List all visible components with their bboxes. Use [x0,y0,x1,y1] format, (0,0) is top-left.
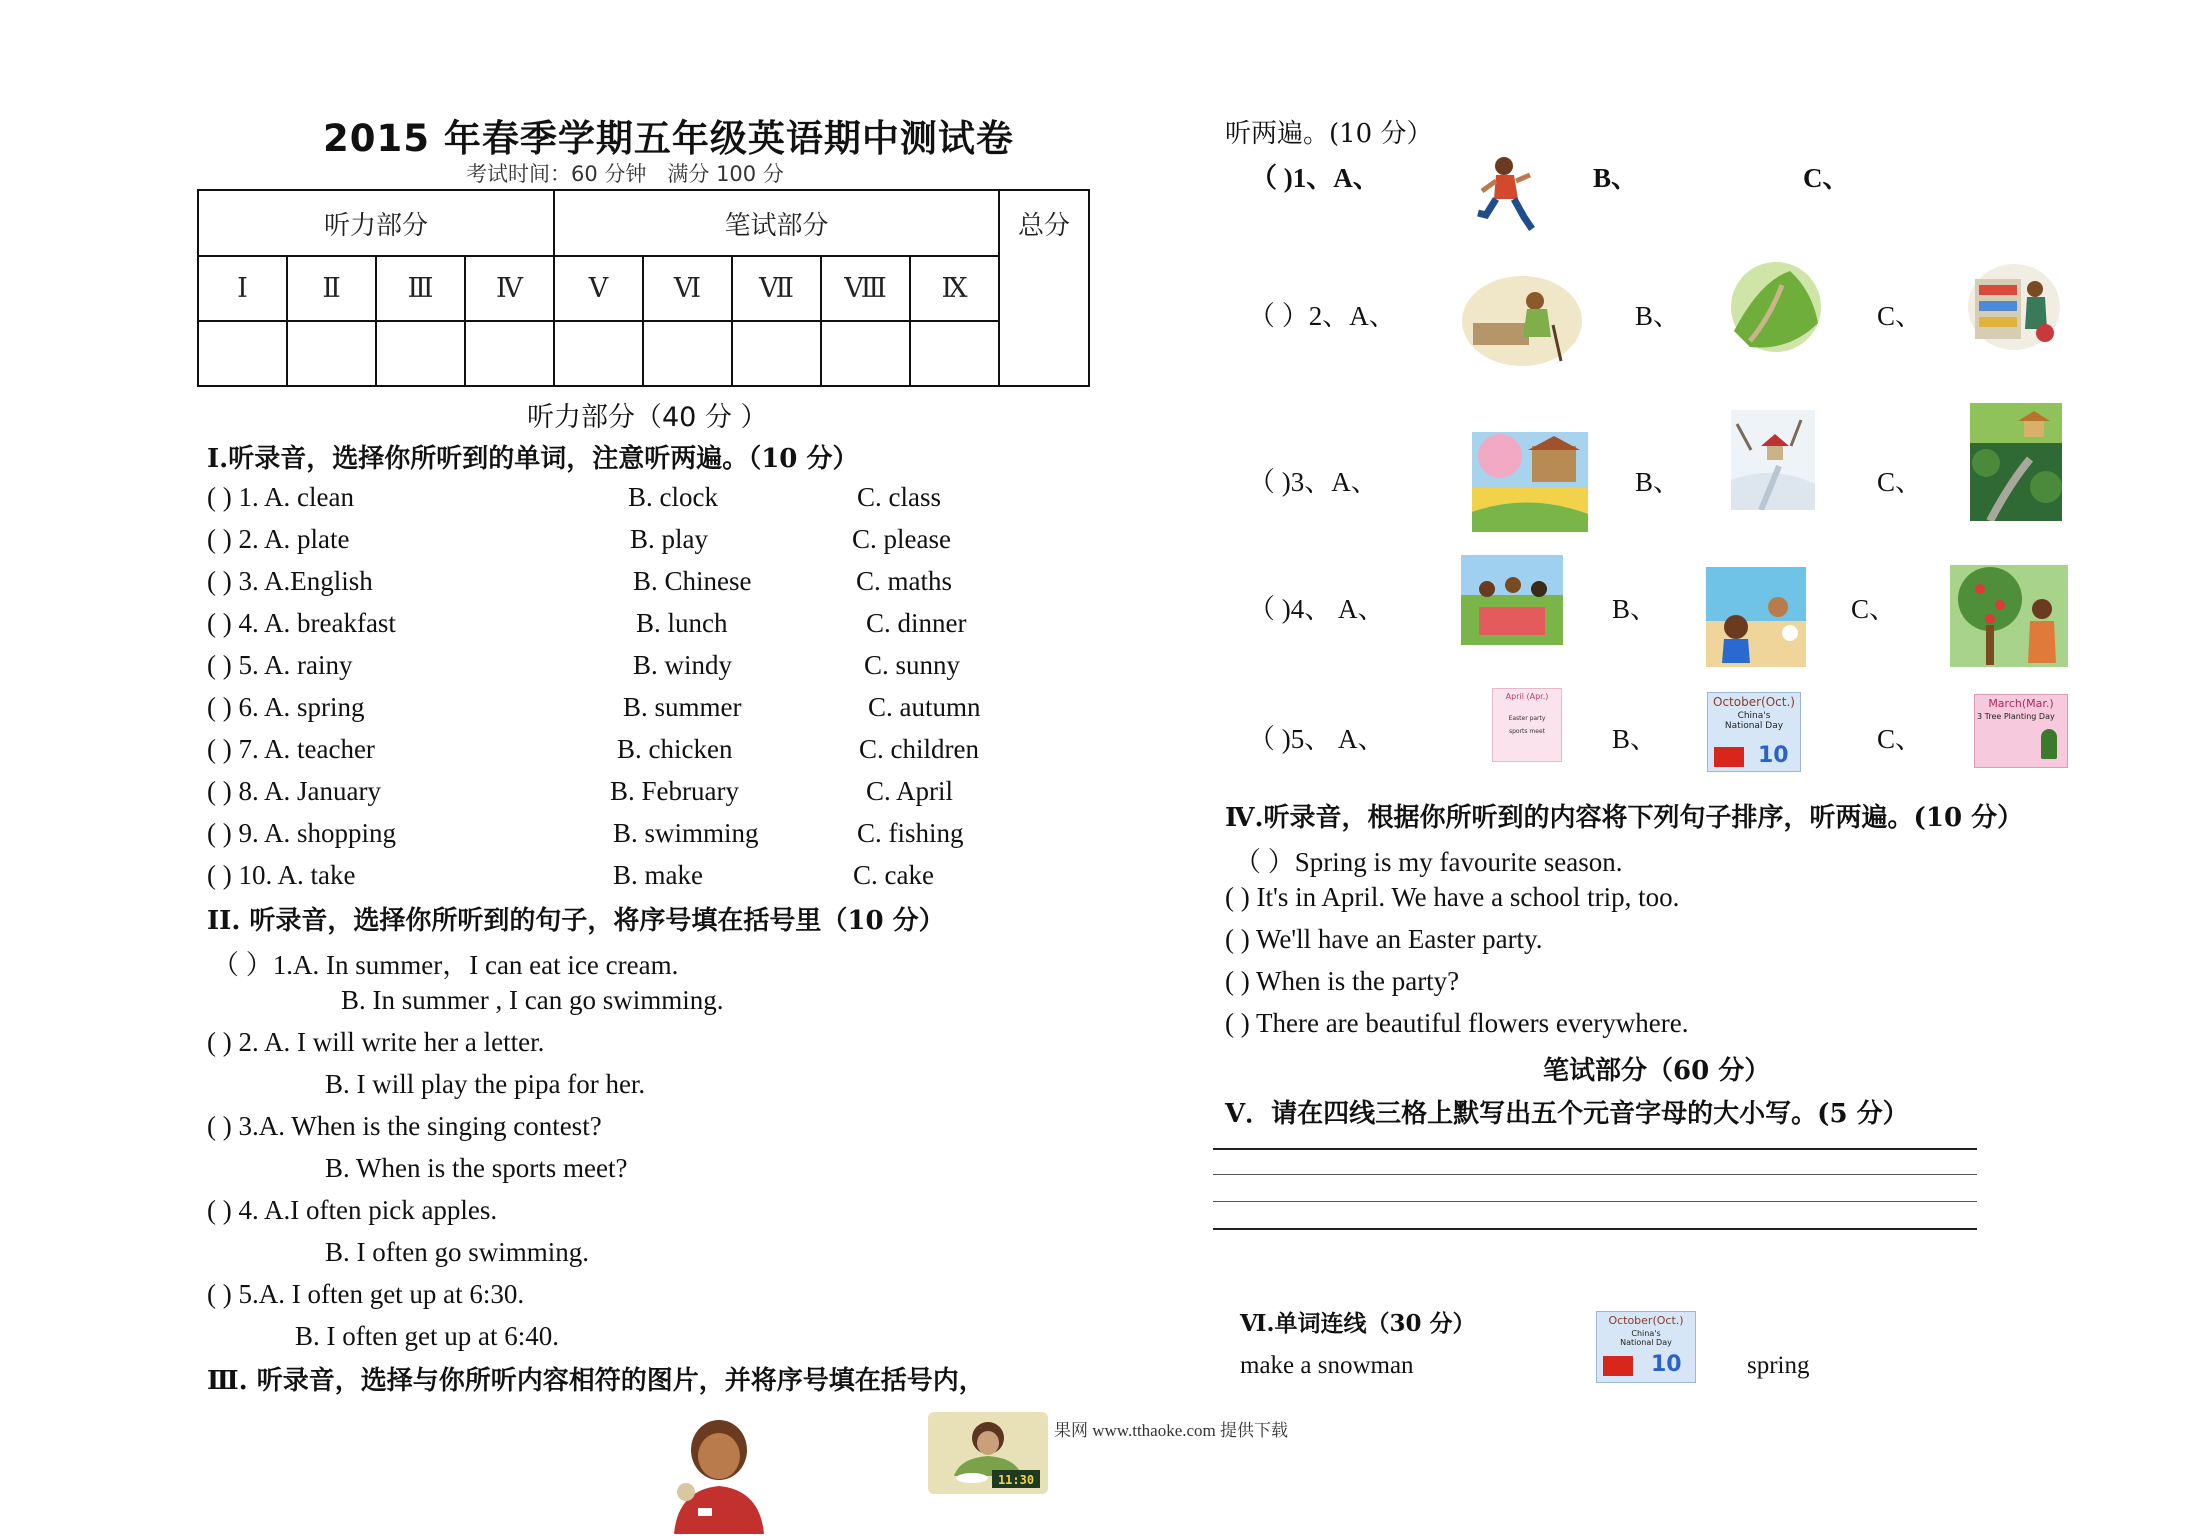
part1-q7: ( ) 7. A. teacher [207,734,375,764]
april-card-line2: sports meet [1508,728,1546,735]
part1-q2: ( ) 2. A. plate [207,524,350,554]
four-line-grid-line [1213,1148,1977,1150]
october-card-line2: National Day [1620,1338,1672,1347]
exam-info: 考试时间：60 分钟 满分 100 分 [466,162,784,186]
october-card-day: 10 [1758,743,1789,768]
part2-q3-b: B. When is the sports meet? [325,1153,628,1183]
part3-q5-b: B、 [1612,724,1658,754]
score-header-writing: 笔试部分 [554,190,999,256]
picnic-picture [1461,555,1563,645]
match-word-left: make a snowman [1240,1352,1414,1379]
score-cell[interactable] [821,321,910,386]
part1-q8: ( ) 8. A. January [207,776,381,806]
part2-q2-b: B. I will play the pipa for her. [325,1069,646,1099]
part3-q1: （ )1、A、 [1250,163,1380,193]
october-card-head: October(Oct.) [1713,695,1795,709]
part1-q10-c: C. cake [853,860,934,890]
apple-picking-picture [1950,565,2068,667]
part3-q2: （ ）2、A、 [1248,301,1396,331]
china-flag-icon [1603,1356,1633,1376]
summer-park-picture [1970,403,2062,521]
part3-q5-c: C、 [1877,724,1923,754]
score-cell[interactable] [287,321,376,386]
october-calendar-card [1707,692,1801,772]
part1-heading: I.听录音，选择你所听到的单词，注意听两遍。（10 分） [207,444,859,474]
april-calendar-card [1492,688,1562,762]
spring-park-picture [1472,432,1588,532]
score-col-label: Ⅷ [821,256,910,321]
part3-heading: Ⅲ. 听录音，选择与你所听内容相符的图片，并将序号填在括号内， [207,1366,985,1396]
writing-section-header: 笔试部分（60 分） [1543,1056,1771,1086]
part1-q2-c: C. please [852,524,951,554]
score-cell[interactable] [910,321,999,386]
march-card-head: March(Mar.) [1988,697,2054,710]
score-table [197,189,1090,387]
score-col-label: Ⅲ [376,256,465,321]
part3-q1-b: B、 [1593,163,1639,193]
part4-item: ( ) There are beautiful flowers everywhere. [1225,1008,1689,1038]
part3-q4-b: B、 [1612,594,1658,624]
part2-heading: II. 听录音，选择你所听到的句子，将序号填在括号里（10 分） [207,906,945,936]
shopping-picture [1967,263,2061,351]
boy-eating-picture [656,1412,782,1534]
part3-q2-b: B、 [1635,301,1681,331]
part1-q1-b: B. clock [628,482,718,512]
part1-q3-c: C. maths [856,566,953,596]
score-col-label: Ⅶ [732,256,821,321]
part3-q4-c: C、 [1851,594,1897,624]
tree-icon [2041,729,2057,759]
cleaning-picture [1461,275,1583,367]
score-col-label: Ⅰ [198,256,287,321]
winter-scene-picture [1731,410,1815,510]
score-cell[interactable] [732,321,821,386]
part3-q4: （ )4、 A、 [1248,594,1385,624]
part3-heading-cont: 听两遍。(10 分） [1225,119,1433,149]
china-flag-icon [1714,747,1744,767]
part1-q8-b: B. February [610,776,739,806]
score-col-label: Ⅴ [554,256,643,321]
match-word-right: spring [1747,1352,1810,1379]
score-cell[interactable] [376,321,465,386]
part1-q5: ( ) 5. A. rainy [207,650,353,680]
score-cell[interactable] [198,321,287,386]
part1-q7-c: C. children [859,734,979,764]
part2-q3-a: ( ) 3.A. When is the singing contest? [207,1111,602,1141]
part3-q2-c: C、 [1877,301,1923,331]
score-header-listening: 听力部分 [198,190,554,256]
score-cell[interactable] [465,321,554,386]
score-cell[interactable] [554,321,643,386]
part4-item: ( ) We'll have an Easter party. [1225,924,1543,954]
march-card-line1: 3 Tree Planting Day [1977,712,2055,721]
part1-q6-b: B. summer [623,692,742,722]
score-cell[interactable] [643,321,732,386]
score-header-total: 总分 [999,190,1089,386]
footer-watermark: 果网 www.tthaoke.com 提供下载 [1054,1421,1289,1440]
part1-q10-b: B. make [613,860,703,890]
october-card-head: October(Oct.) [1608,1314,1684,1327]
part1-q5-b: B. windy [633,650,733,680]
part3-q5: （ )5、 A、 [1248,724,1385,754]
page-title: 2015 年春季学期五年级英语期中测试卷 [323,117,1014,160]
part2-q5-a: ( ) 5.A. I often get up at 6:30. [207,1279,525,1309]
part5-heading: V．请在四线三格上默写出五个元音字母的大小写。(5 分） [1225,1099,1909,1129]
part1-q9: ( ) 9. A. shopping [207,818,396,848]
part2-q1-b: B. In summer , I can go swimming. [341,985,724,1015]
part1-q10: ( ) 10. A. take [207,860,356,890]
score-col-label: Ⅱ [287,256,376,321]
part2-q5-b: B. I often get up at 6:40. [295,1321,559,1351]
score-col-label: Ⅵ [643,256,732,321]
part4-item: （ ）Spring is my favourite season. [1234,847,1623,877]
part4-heading: Ⅳ.听录音，根据你所听到的内容将下列句子排序，听两遍。(10 分） [1225,803,2024,833]
part4-item: ( ) When is the party? [1225,966,1460,996]
october-card-line2: National Day [1724,721,1784,731]
clock-time: 11:30 [997,1473,1035,1487]
part4-item: ( ) It's in April. We have a school trip, too. [1225,882,1680,912]
part2-q4-b: B. I often go swimming. [325,1237,589,1267]
four-line-grid-line [1213,1201,1977,1202]
part1-q2-b: B. play [630,524,708,554]
part3-q3: （ )3、A、 [1248,467,1378,497]
part1-q4-b: B. lunch [636,608,728,638]
april-card-line1: Easter party [1508,715,1546,722]
october-card-day: 10 [1651,1352,1682,1377]
listening-section-header: 听力部分（40 分 ） [527,402,768,433]
score-col-label: Ⅳ [465,256,554,321]
part1-q3-b: B. Chinese [633,566,752,596]
part1-q9-c: C. fishing [857,818,964,848]
part1-q5-c: C. sunny [864,650,961,680]
march-calendar-card [1974,694,2068,768]
april-card-head: April (Apr.) [1505,692,1549,701]
october-card-line1: China's [1631,1329,1661,1338]
part2-q4-a: ( ) 4. A.I often pick apples. [207,1195,498,1225]
part3-q3-c: C、 [1877,467,1923,497]
october-card-line1: China's [1737,711,1771,721]
part1-q4: ( ) 4. A. breakfast [207,608,396,638]
hill-picture [1730,261,1822,353]
four-line-grid-line [1213,1228,1977,1230]
part1-q8-c: C. April [866,776,954,806]
part1-q1-c: C. class [857,482,941,512]
score-col-label: Ⅸ [910,256,999,321]
part3-q3-b: B、 [1635,467,1681,497]
beach-picture [1706,567,1806,667]
part6-heading: Ⅵ.单词连线（30 分） [1240,1310,1476,1337]
running-boy-picture [1474,155,1540,235]
part1-q3: ( ) 3. A.English [207,566,373,596]
part3-q1-c: C、 [1803,163,1850,193]
boy-lunch-clock-picture [928,1412,1048,1494]
part2-q1-a: （ ）1.A. In summer，I can eat ice cream. [212,950,679,980]
part1-q6: ( ) 6. A. spring [207,692,365,722]
october-calendar-card-small [1596,1311,1696,1383]
part2-q2-a: ( ) 2. A. I will write her a letter. [207,1027,545,1057]
four-line-grid-line [1213,1174,1977,1175]
part1-q7-b: B. chicken [617,734,733,764]
part1-q6-c: C. autumn [868,692,981,722]
part1-q4-c: C. dinner [866,608,967,638]
part1-q1: ( ) 1. A. clean [207,482,354,512]
part1-q9-b: B. swimming [613,818,759,848]
